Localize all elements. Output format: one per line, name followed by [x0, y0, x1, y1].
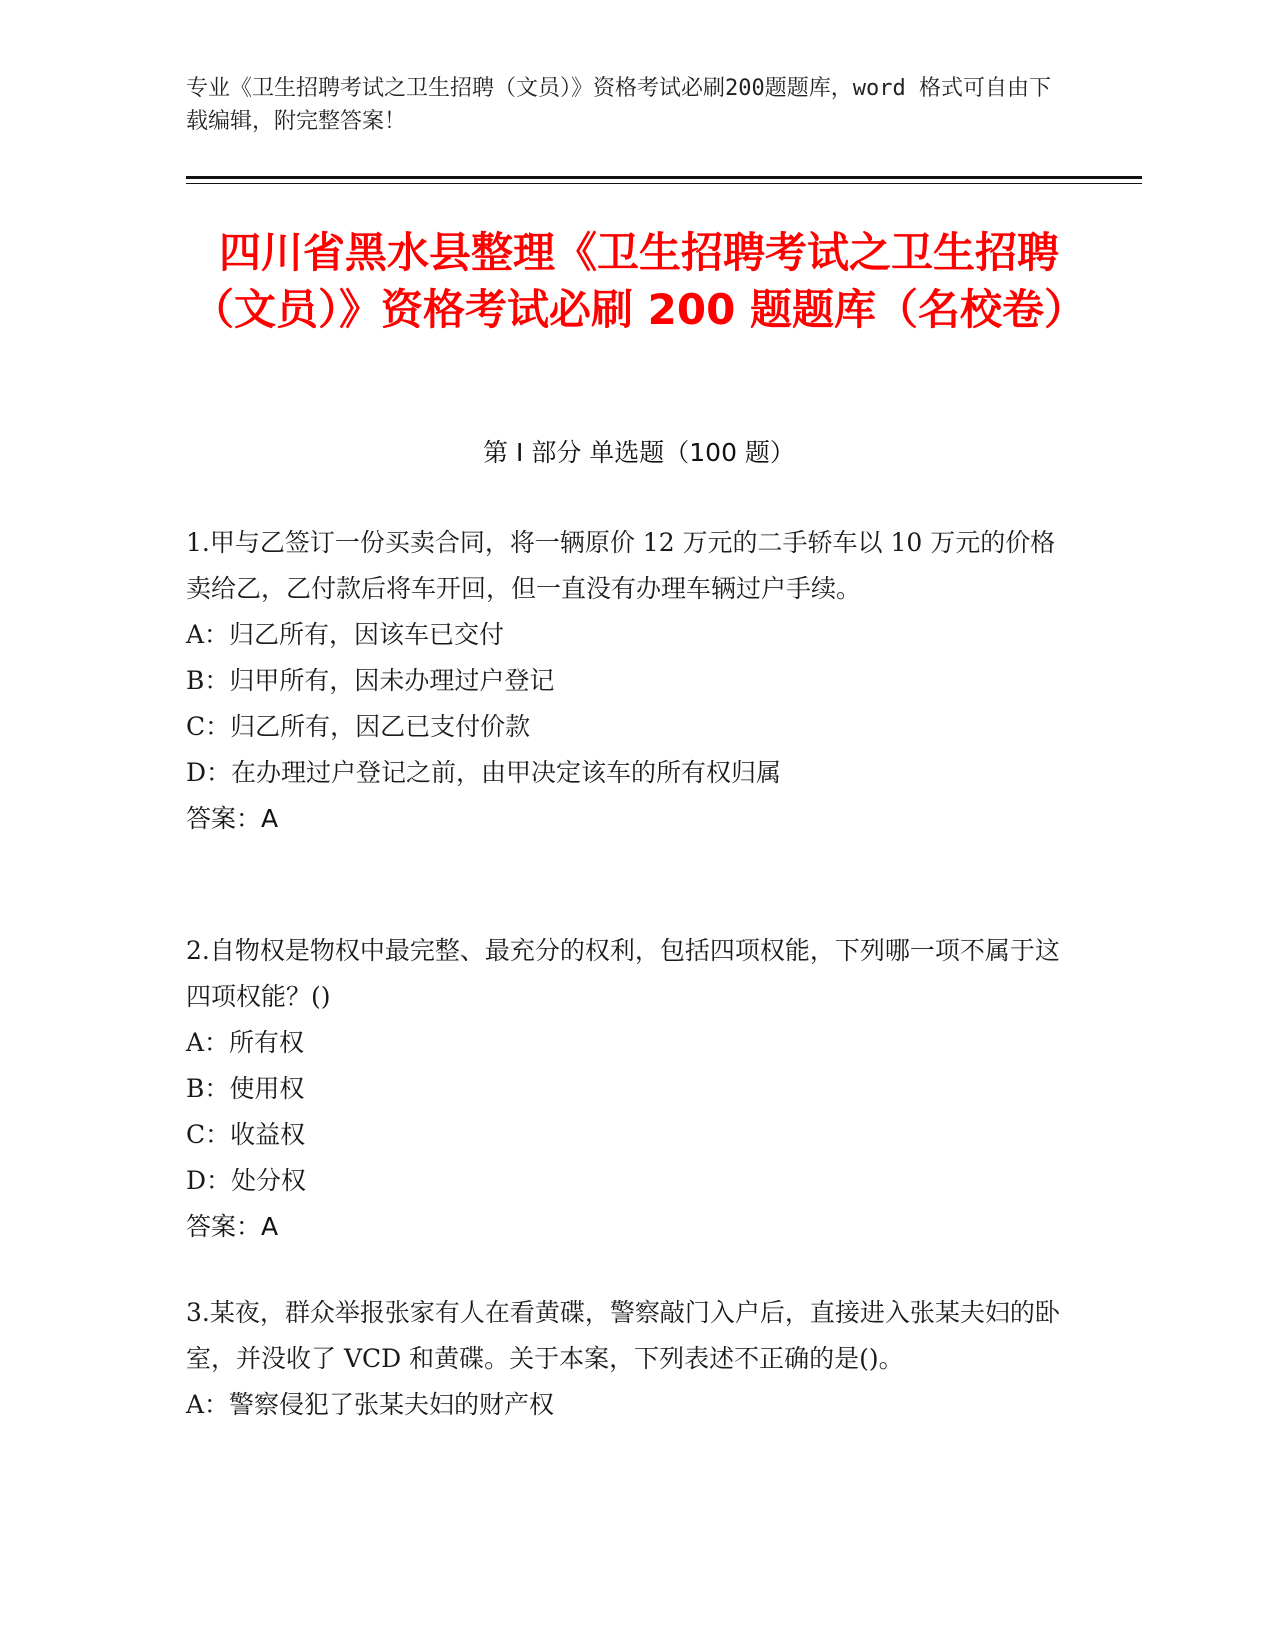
option-b: B：归甲所有，因未办理过户登记 [186, 666, 555, 695]
option-d: D：在办理过户登记之前，由甲决定该车的所有权归属 [186, 758, 782, 787]
option-b: B：使用权 [186, 1074, 305, 1103]
question-block [186, 520, 1066, 842]
answer-line: 答案：A [186, 1212, 279, 1241]
header-note: 专业《卫生招聘考试之卫生招聘（文员）》资格考试必刷200题题库，word 格式可自由下载编辑，附完整答案！ [186, 76, 1051, 134]
question-stem: 1.甲与乙签订一份买卖合同，将一辆原价 12 万元的二手轿车以 10 万元的价格卖给乙，乙付款后将车开回，但一直没有办理车辆过户手续。 [186, 528, 1056, 603]
option-a: A：警察侵犯了张某夫妇的财产权 [186, 1390, 555, 1419]
question-block [186, 1290, 1066, 1428]
section-title: 第 I 部分 单选题（100 题） [483, 438, 795, 467]
option-a: A：归乙所有，因该车已交付 [186, 620, 505, 649]
option-c: C：归乙所有，因乙已支付价款 [186, 712, 531, 741]
question-block [186, 928, 1066, 1250]
option-a: A：所有权 [186, 1028, 305, 1057]
option-d: D：处分权 [186, 1166, 307, 1195]
question-stem: 3.某夜，群众举报张家有人在看黄碟，警察敲门入户后，直接进入张某夫妇的卧室，并没收了 VCD 和黄碟。关于本案，下列表述不正确的是()。 [186, 1298, 1060, 1373]
option-c: C：收益权 [186, 1120, 306, 1149]
document-title: 四川省黑水县整理《卫生招聘考试之卫生招聘（文员）》资格考试必刷 200 题题库（名校卷） [192, 228, 1086, 334]
question-stem: 2.自物权是物权中最完整、最充分的权利，包括四项权能，下列哪一项不属于这四项权能？() [186, 936, 1060, 1011]
header-divider-thin [186, 183, 1142, 184]
answer-line: 答案：A [186, 804, 279, 833]
header-divider-thick [186, 176, 1142, 179]
